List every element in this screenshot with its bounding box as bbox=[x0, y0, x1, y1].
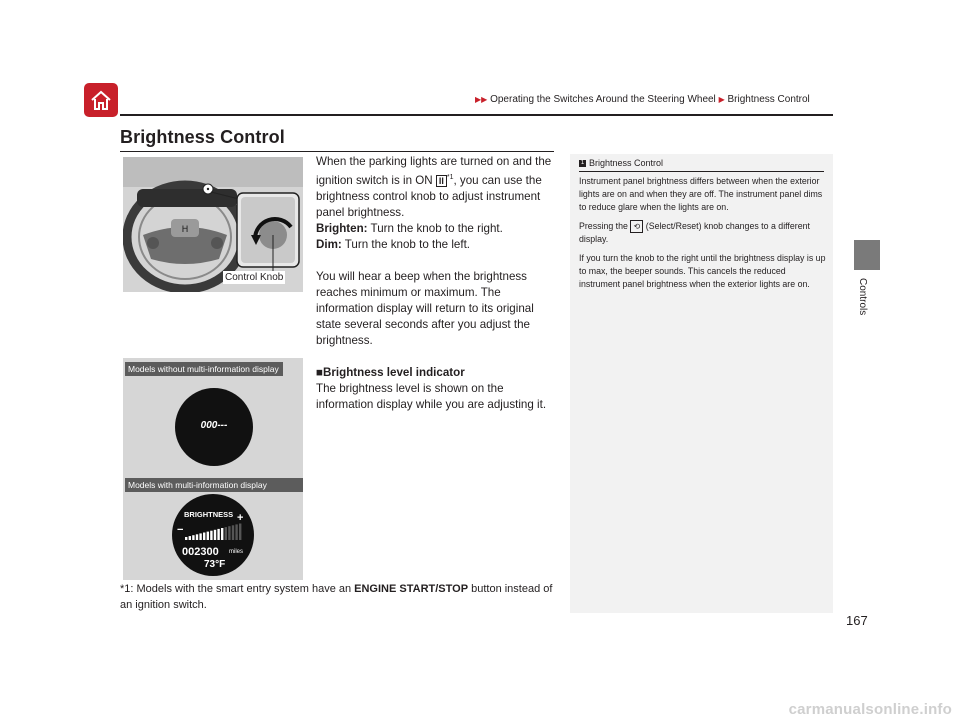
brightness-segment bbox=[210, 531, 212, 540]
brighten-text: Turn the knob to the right. bbox=[367, 221, 503, 235]
svg-text:H: H bbox=[181, 225, 189, 235]
breadcrumb-arrow-icon: ▶▶ bbox=[475, 95, 488, 104]
side-tab-marker bbox=[854, 240, 880, 270]
brightness-segment bbox=[203, 533, 205, 541]
brightness-segment bbox=[214, 530, 216, 540]
footnote bbox=[120, 581, 560, 613]
page-title: Brightness Control bbox=[120, 127, 285, 147]
brightness-segment bbox=[232, 525, 234, 540]
title-rule bbox=[120, 151, 554, 152]
brightness-segment bbox=[235, 524, 237, 540]
brightness-label: BRIGHTNESS bbox=[184, 510, 234, 519]
note-paragraph bbox=[579, 220, 827, 246]
side-tab-label[interactable]: Controls bbox=[857, 278, 868, 316]
intro-text: When the parking lights are turned on and the ignition switch is in ON bbox=[316, 155, 552, 187]
note-text: Pressing the bbox=[579, 221, 631, 231]
brightness-segment bbox=[217, 529, 219, 540]
gauge-with-mid bbox=[172, 494, 254, 576]
steering-wheel-figure bbox=[123, 157, 303, 292]
brightness-segment bbox=[196, 534, 198, 540]
brighten-label: Brighten: bbox=[316, 221, 368, 235]
brightness-plus: + bbox=[237, 512, 244, 524]
display-readout-simple: 000--- bbox=[200, 420, 228, 431]
brightness-level-bar bbox=[185, 522, 243, 540]
odometer-unit: miles bbox=[229, 549, 244, 555]
home-icon bbox=[89, 89, 113, 111]
brightness-segment bbox=[192, 535, 194, 540]
breadcrumb-item[interactable]: Brightness Control bbox=[727, 94, 810, 105]
control-knob-callout: Control Knob bbox=[225, 272, 284, 283]
brightness-display-figure bbox=[123, 358, 303, 580]
caption-without-mid: Models without multi-information display bbox=[125, 362, 283, 376]
note-heading bbox=[579, 158, 663, 168]
brightness-minus: − bbox=[177, 524, 184, 536]
brightness-segment bbox=[239, 524, 241, 541]
intro-text-cont: , you can use the brightness control knob to adjust instrument panel brightness. bbox=[316, 173, 542, 219]
breadcrumb bbox=[475, 94, 810, 105]
note-paragraph: If you turn the knob to the right until the brightness display is up to max, the beeper sounds. This cancels the reduced instrument panel brightness when the exterior lights are on. bbox=[579, 253, 826, 290]
beep-paragraph: You will hear a beep when the brightness reaches minimum or maximum. The information display will return to its original state several seconds after you adjust the brightness. bbox=[316, 269, 534, 347]
note-panel bbox=[570, 154, 833, 613]
dim-line bbox=[316, 237, 556, 253]
brightness-segment bbox=[199, 533, 201, 540]
dim-label: Dim: bbox=[316, 237, 342, 251]
note-paragraph: Instrument panel brightness differs between when the exterior lights are on and when they are off. The instrument panel dims to reduce glare when the lights are on. bbox=[579, 176, 823, 212]
home-button[interactable] bbox=[84, 83, 118, 117]
watermark: carmanualsonline.info bbox=[788, 701, 952, 718]
gauge-without-mid bbox=[175, 388, 253, 466]
footnote-ref[interactable]: *1 bbox=[446, 174, 454, 181]
brightness-segment bbox=[207, 532, 209, 540]
footnote-prefix: *1: Models with the smart entry system have an bbox=[120, 583, 355, 595]
indicator-paragraph: The brightness level is shown on the information display while you are adjusting it. bbox=[316, 381, 547, 411]
footnote-suffix: button instead of an ignition switch. bbox=[120, 583, 553, 611]
main-text-column bbox=[316, 154, 556, 413]
breadcrumb-item[interactable]: Operating the Switches Around the Steering Wheel bbox=[490, 94, 716, 105]
brightness-segment bbox=[185, 537, 187, 540]
intro-paragraph bbox=[316, 154, 556, 221]
note-rule bbox=[579, 171, 824, 172]
note-marker-icon: 1 bbox=[580, 159, 585, 166]
note-body bbox=[579, 175, 827, 297]
brightness-segment bbox=[225, 527, 227, 540]
header-rule bbox=[120, 114, 833, 116]
breadcrumb-arrow-icon: ▶ bbox=[718, 95, 725, 104]
select-reset-knob-icon: ⟲ bbox=[630, 220, 643, 233]
footnote-bold: ENGINE START/STOP bbox=[354, 583, 469, 595]
ignition-on-icon: II bbox=[436, 175, 447, 187]
brightness-segment bbox=[228, 526, 230, 540]
note-text: (Select/Reset) knob changes to a different display. bbox=[579, 221, 810, 245]
brightness-segment bbox=[221, 528, 223, 540]
temperature-readout: 73°F bbox=[204, 559, 226, 570]
caption-with-mid: Models with multi-information display bbox=[125, 478, 303, 492]
brightness-segment bbox=[189, 536, 191, 540]
dim-text: Turn the knob to the left. bbox=[341, 237, 471, 251]
note-heading-text: Brightness Control bbox=[589, 158, 664, 168]
indicator-heading: ■Brightness level indicator bbox=[316, 365, 465, 379]
brighten-line bbox=[316, 221, 556, 237]
page-number: 167 bbox=[846, 613, 868, 628]
odometer-readout: 002300 bbox=[182, 546, 219, 558]
